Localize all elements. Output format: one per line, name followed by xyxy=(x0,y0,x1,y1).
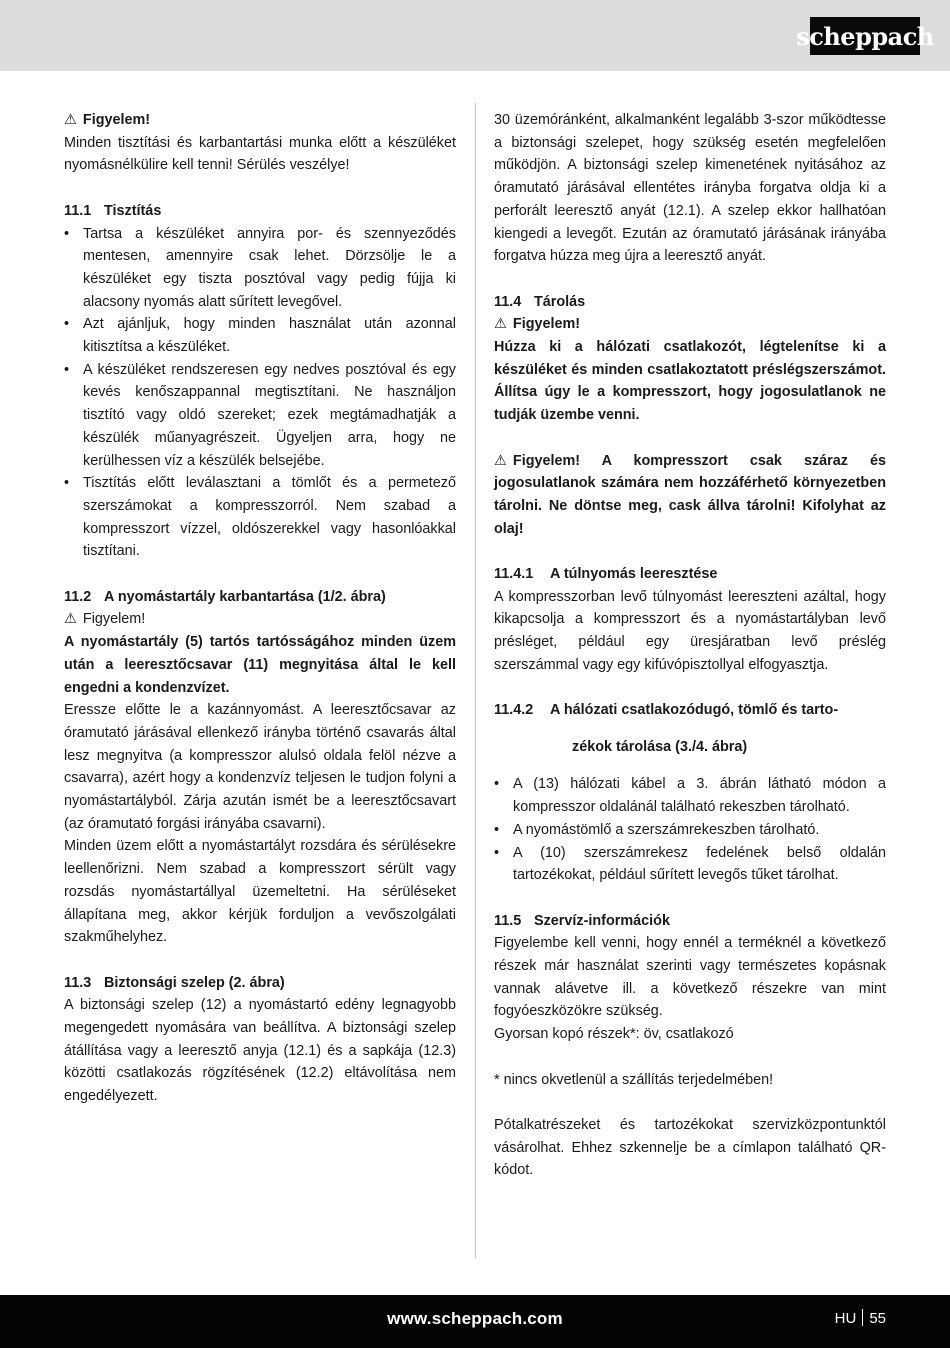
paragraph: A biztonsági szelep (12) a nyomástartó edény legnagyobb megengedett nyomására van beállítva. A biztonsági szelep átállítása vagy a leeresztő anyja (12.1) és a sapkája (12.3) közötti csatlakozás rögzítésének (12.2) eltávolítása nem engedélyezett. xyxy=(64,997,456,1105)
warning-triangle-icon: ⚠ xyxy=(494,316,507,333)
language-code: HU xyxy=(834,1310,857,1327)
page-footer xyxy=(0,1295,950,1348)
column-divider xyxy=(475,103,476,1259)
list-item: • A (10) szerszámrekesz fedelének belső oldalán tartozékokat, például sűrített levegős tűket tárolhat. xyxy=(494,842,886,887)
list-item: • Azt ajánljuk, hogy minden használat után azonnal kitisztítsa a készüléket. xyxy=(64,313,456,358)
paragraph: 30 üzemóránként, alkalmanként legalább 3-szor működtesse a biztonsági szelepet, hogy szükség esetén megfelelően működjön. A biztonsági szelep kimenetének nyitásához az óramutató járásával ellentétes irányba forgatva oldja ki a perforált leeresztő anyát (12.1). A szelep ekkor hallhatóan kiengedi a levegőt. Ezután az óramutató járásának irányába forgatva húzza meg újra a leeresztő anyát. xyxy=(494,112,886,265)
page-header xyxy=(0,0,950,71)
paragraph: Minden üzem előtt a nyomástartályt rozsdára és sérülésekre leellenőrizni. Nem szabad a kompresszort sérült vagy rozsdás nyomástartállyal üzemeltetni. Ha sérüléseket állapítana meg, akkor kérjük forduljon a vevőszolgálati szakműhelyhez. xyxy=(64,838,456,946)
right-column xyxy=(494,109,886,1182)
section-heading-continuation: zékok tárolása (3./4. ábra) xyxy=(572,739,748,756)
left-column xyxy=(64,109,456,1108)
section-heading-11-3: 11.3 Biztonsági szelep (2. ábra) xyxy=(64,974,285,991)
paragraph: A kompresszorban levő túlnyomást leereszteni azáltal, hogy kikapcsolja a kompresszort és a nyomástartályban levő présléget, például egy üresjáratban levő préslég szerszámmal vagy egy kifúvópisztollyal elfogyasztja. xyxy=(494,588,886,673)
page-number xyxy=(835,1295,886,1348)
list-item: • A készüléket rendszeresen egy nedves posztóval és egy kevés kenőszappannal megtisztítani. Ne használjon tisztító vagy oldó szereket; ezek megtámadhatják a készülék műanyagrészeit. Ügyeljen arra, hogy ne kerülhessen víz a készülék belsejébe. xyxy=(64,359,456,473)
cleaning-list xyxy=(64,223,456,564)
brand-logo: scheppach xyxy=(810,17,920,55)
separator xyxy=(862,1309,863,1326)
section-heading-11-4-1: 11.4.1 A túlnyomás leeresztése xyxy=(494,566,718,583)
warning-heading: ⚠ Figyelem! xyxy=(64,608,456,631)
warning-text: ⚠ Figyelem! A kompresszort csak száraz és jogosulatlanok számára nem hozzáférhető környezetben tárolni. Ne döntse meg, cask állva tárolni! Kifolyhat az olaj! xyxy=(494,450,886,541)
warning-triangle-icon: ⚠ xyxy=(494,452,507,469)
warning-triangle-icon: ⚠ xyxy=(64,611,77,628)
section-heading-11-1: 11.1 Tisztítás xyxy=(64,202,162,219)
section-heading-11-5: 11.5 Szervíz-információk xyxy=(494,912,670,929)
section-heading-11-4: 11.4 Tárolás xyxy=(494,293,586,310)
footnote: * nincs okvetlenül a szállítás terjedelmében! xyxy=(494,1071,774,1088)
paragraph: Gyorsan kopó részek*: öv, csatlakozó xyxy=(494,1026,734,1043)
list-item: • Tartsa a készüléket annyira por- és szennyeződés mentesen, amennyire csak lehet. Dörzsölje le a készüléket egy tiszta posztóval vagy pedig fújja ki alacsony nyomás alatt sűrített levegővel. xyxy=(64,223,456,314)
storage-list xyxy=(494,773,886,887)
paragraph: Pótalkatrészeket és tartozékokat szervizközpontunktól vásárolhat. Ehhez szkennelje be a címlapon található QR-kódot. xyxy=(494,1116,886,1179)
bold-instruction: A nyomástartály (5) tartós tartósságához minden üzem után a leeresztőcsavar (11) megnyitása által le kell engedni a kondenzvízet. xyxy=(64,634,456,696)
website-link[interactable]: www.scheppach.com xyxy=(387,1309,563,1328)
paragraph: Figyelembe kell venni, hogy ennél a terméknél a következő részek már használat szerinti vagy természetes kopásnak vannak alávetve ill. a következő részekre van mint fogyóeszközökre szükség. xyxy=(494,935,886,1020)
list-item: • Tisztítás előtt leválasztani a tömlőt és a permetező szerszámokat a kompresszorról. Nem szabad a kompresszort vízzel, oldószerekkel vagy hasonlóakkal tisztítani. xyxy=(64,472,456,563)
page-number-value: 55 xyxy=(869,1310,886,1327)
warning-heading: ⚠ Figyelem! xyxy=(64,109,456,132)
list-item: • A nyomástömlő a szerszámrekeszben tárolható. xyxy=(494,819,886,842)
warning-triangle-icon: ⚠ xyxy=(64,112,77,128)
bold-instruction: Húzza ki a hálózati csatlakozót, légtelenítse ki a készüléket és minden csatlakoztatott préslégszerszámot. Állítsa úgy le a kompresszort, hogy jogosulatlanok ne tudják üzembe venni. xyxy=(494,339,886,424)
list-item: • A (13) hálózati kábel a 3. ábrán látható módon a kompresszor oldalánál található rekeszben tárolható. xyxy=(494,773,886,818)
warning-text: Minden tisztítási és karbantartási munka előtt a készüléket nyomásnélkülire kell tenni! Sérülés veszélye! xyxy=(64,134,456,174)
warning-heading: ⚠ Figyelem! xyxy=(494,313,886,336)
section-heading-11-4-2: 11.4.2 A hálózati csatlakozódugó, tömlő és tarto- xyxy=(494,702,839,719)
paragraph: Eressze előtte le a kazánnyomást. A leeresztőcsavar az óramutató járásával ellenkező irányba történő csavarás által lesz megnyitva (a kompresszor alulsó oldala felöl nézve a csavarra), azért hogy a kondenzvíz teljesen le tudjon folyni a nyomástartályból. Zárja azután ismét be a leeresztőcsavart (az óramutató forgási irányába csavarni). xyxy=(64,702,456,832)
section-heading-11-2: 11.2 A nyomástartály karbantartása (1/2. ábra) xyxy=(64,588,386,605)
